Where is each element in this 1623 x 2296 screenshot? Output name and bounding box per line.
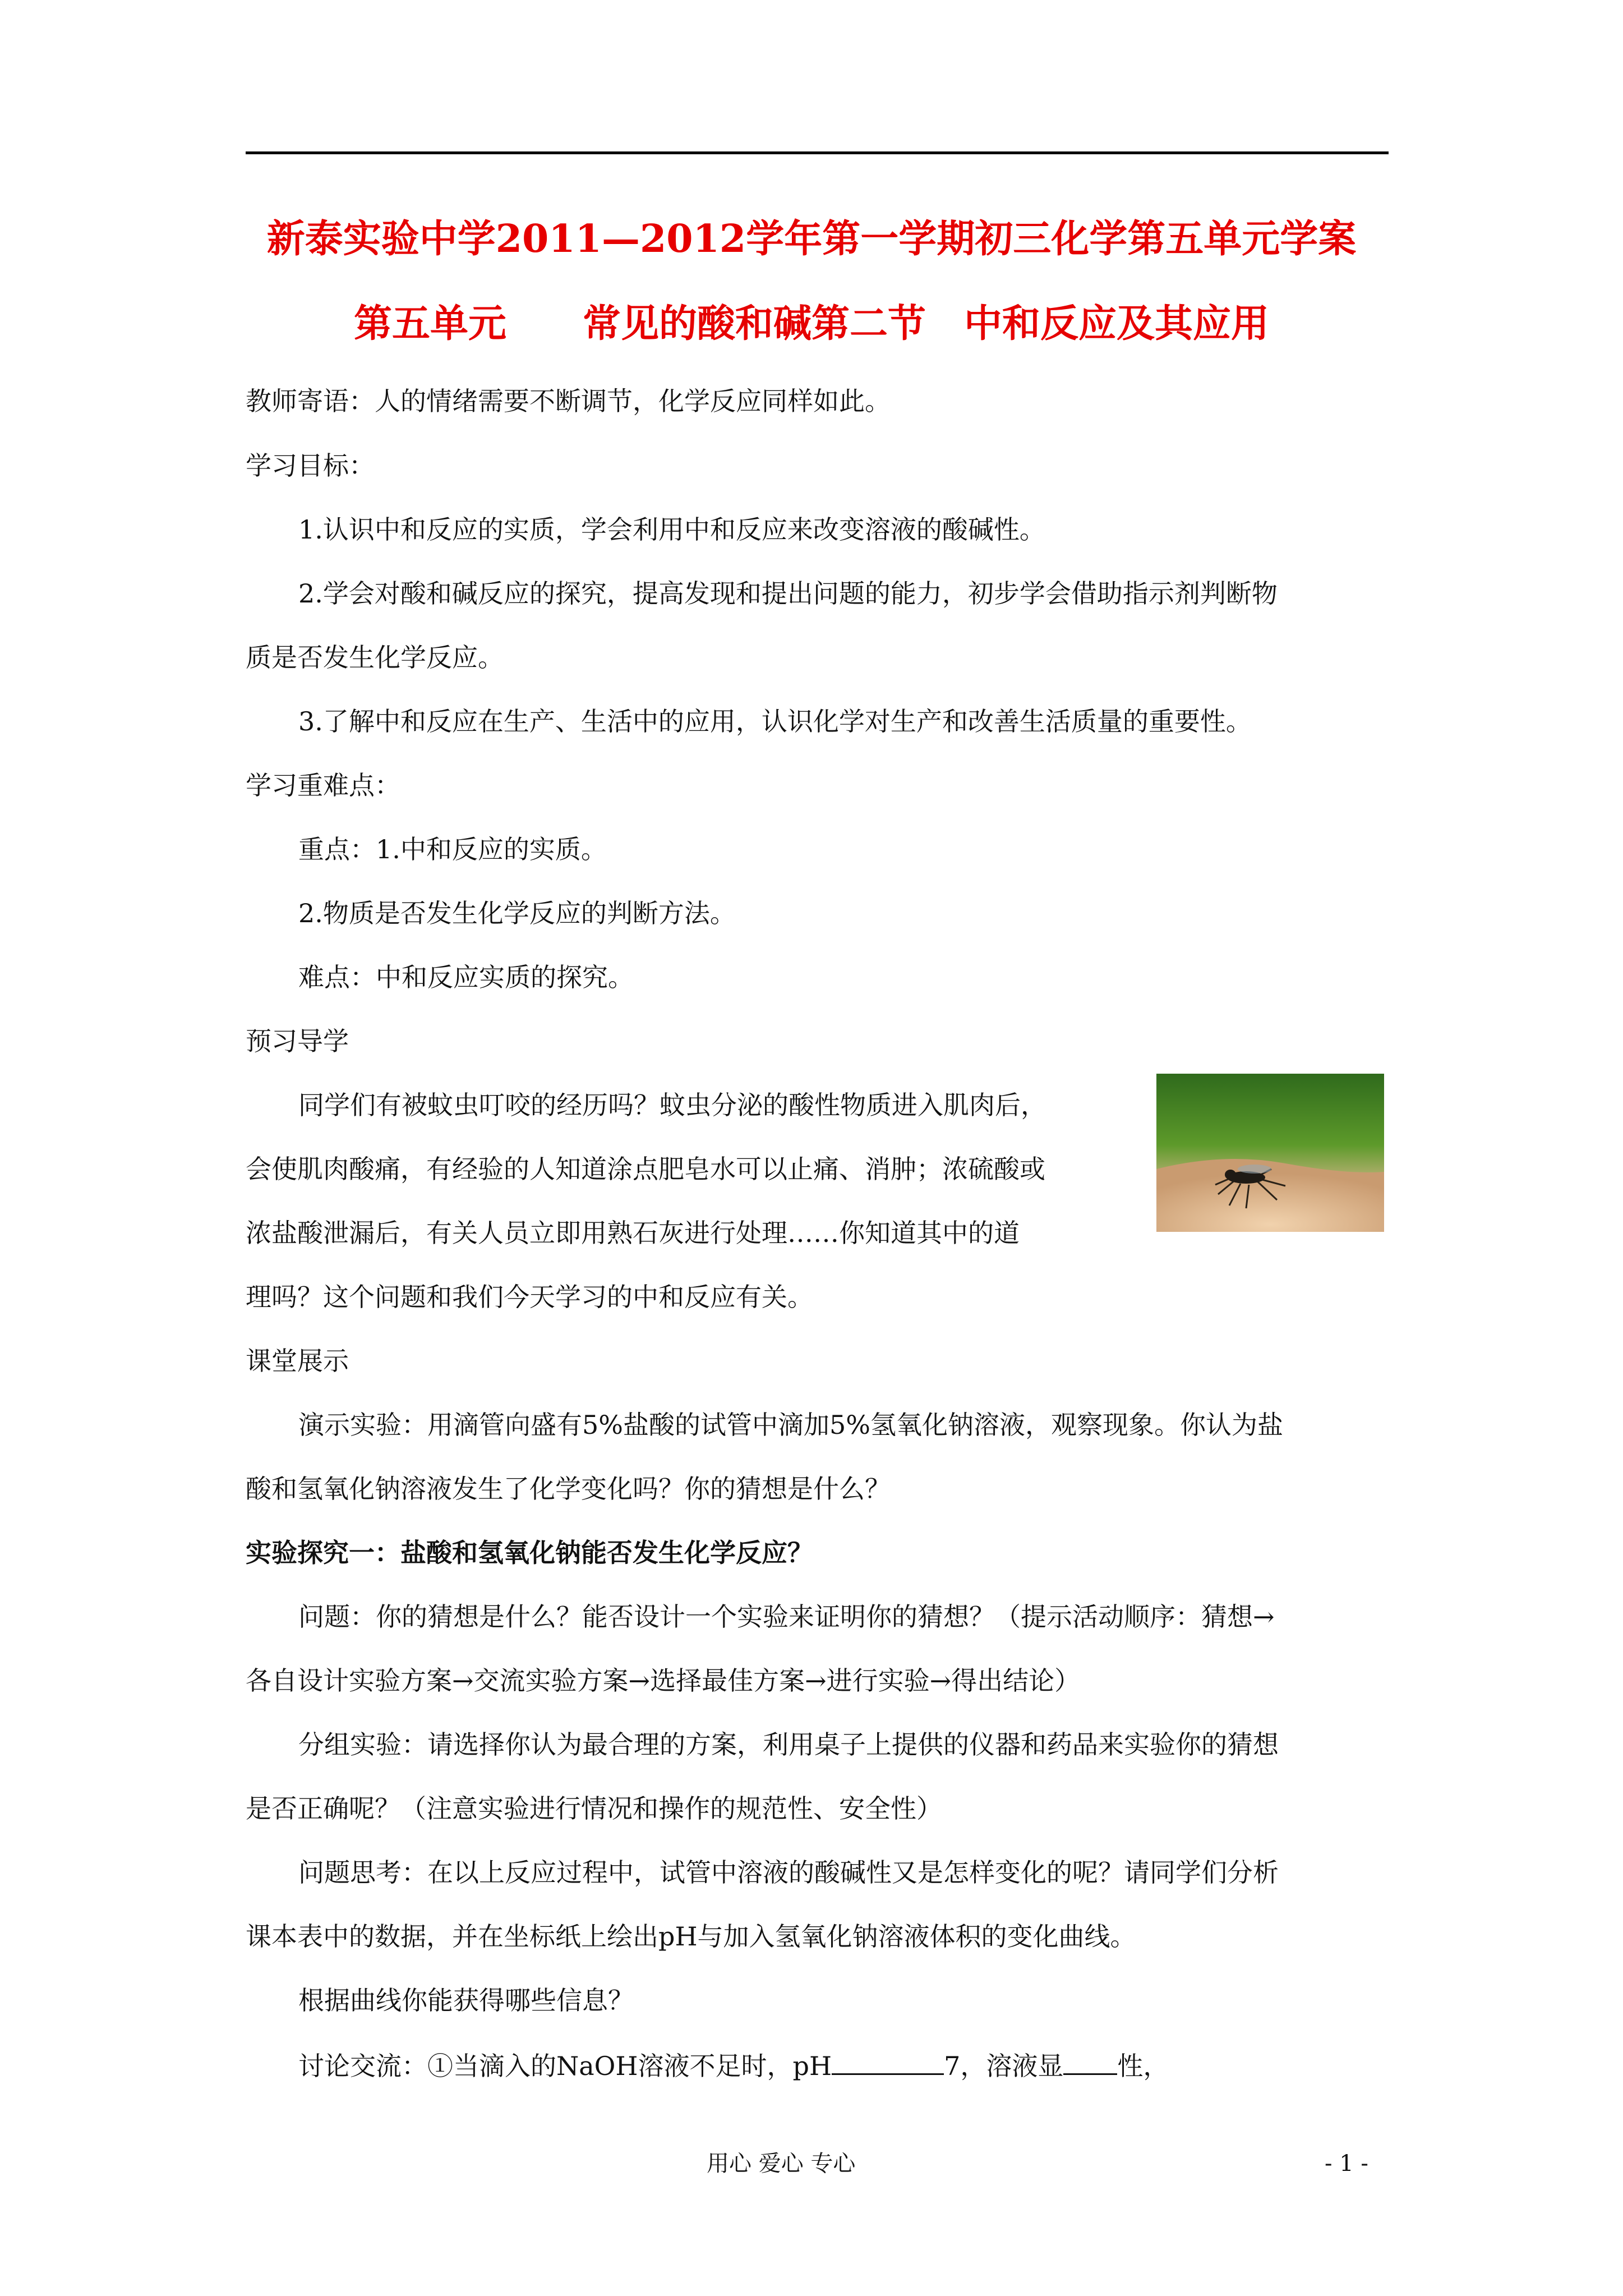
answer-blank-ph[interactable] <box>832 2047 944 2075</box>
key-points-heading: 学习重难点： <box>246 770 400 800</box>
demo-line-1: 演示实验：用滴管向盛有5%盐酸的试管中滴加5%氢氧化钠溶液，观察现象。你认为盐 <box>298 1410 1283 1440</box>
header-rule <box>246 151 1389 154</box>
question-line-2: 各自设计实验方案→交流实验方案→选择最佳方案→进行实验→得出结论） <box>246 1665 1081 1696</box>
page-number: - 1 - <box>1325 2151 1368 2177</box>
preview-line-3: 浓盐酸泄漏后，有关人员立即用熟石灰进行处理……你知道其中的道 <box>246 1218 1020 1248</box>
difficulty: 难点：中和反应实质的探究。 <box>298 962 634 992</box>
preview-line-1: 同学们有被蚊虫叮咬的经历吗？蚊虫分泌的酸性物质进入肌肉后， <box>298 1090 1046 1120</box>
group-line-1: 分组实验：请选择你认为最合理的方案，利用桌子上提供的仪器和药品来实验你的猜想 <box>298 1729 1279 1760</box>
objective-2-line-2: 质是否发生化学反应。 <box>246 642 504 673</box>
preview-heading: 预习导学 <box>246 1026 349 1056</box>
discussion-text-a: 讨论交流：①当滴入的NaOH溶液不足时，pH <box>298 2051 832 2081</box>
answer-blank-property[interactable] <box>1063 2047 1117 2075</box>
document-title: 新泰实验中学2011—2012学年第一学期初三化学第五单元学案 <box>266 217 1357 261</box>
objective-3: 3.了解中和反应在生产、生活中的应用，认识化学对生产和改善生活质量的重要性。 <box>298 706 1252 737</box>
discussion-text-b: 7，溶液显 <box>944 2051 1064 2081</box>
thinking-line-2: 课本表中的数据，并在坐标纸上绘出pH与加入氢氧化钠溶液体积的变化曲线。 <box>246 1921 1136 1952</box>
thinking-line-1: 问题思考：在以上反应过程中，试管中溶液的酸碱性又是怎样变化的呢？请同学们分析 <box>298 1857 1279 1888</box>
discussion-text-c: 性， <box>1117 2051 1169 2081</box>
objective-2-line-1: 2.学会对酸和碱反应的探究，提高发现和提出问题的能力，初步学会借助指示剂判断物 <box>298 578 1278 609</box>
mosquito-photo <box>1156 1074 1384 1232</box>
discussion-line <box>298 2047 1169 2083</box>
teacher-note: 教师寄语：人的情绪需要不断调节，化学反应同样如此。 <box>246 386 891 416</box>
key-point-2: 2.物质是否发生化学反应的判断方法。 <box>298 898 736 928</box>
key-point-1: 重点：1.中和反应的实质。 <box>298 834 607 864</box>
experiment-1-heading: 实验探究一：盐酸和氢氧化钠能否发生化学反应？ <box>246 1538 813 1568</box>
preview-line-4: 理吗？这个问题和我们今天学习的中和反应有关。 <box>246 1282 813 1312</box>
objectives-heading: 学习目标： <box>246 450 375 481</box>
preview-line-2: 会使肌肉酸痛，有经验的人知道涂点肥皂水可以止痛、消肿；浓硫酸或 <box>246 1154 1045 1184</box>
question-line-1: 问题：你的猜想是什么？能否设计一个实验来证明你的猜想？（提示活动顺序：猜想→ <box>298 1602 1275 1632</box>
curve-question: 根据曲线你能获得哪些信息？ <box>298 1985 634 2016</box>
classroom-heading: 课堂展示 <box>246 1346 349 1376</box>
footer-motto: 用心 爱心 专心 <box>707 2151 856 2177</box>
demo-line-2: 酸和氢氧化钠溶液发生了化学变化吗？你的猜想是什么？ <box>246 1474 891 1504</box>
objective-1: 1.认识中和反应的实质，学会利用中和反应来改变溶液的酸碱性。 <box>298 514 1045 545</box>
group-line-2: 是否正确呢？（注意实验进行情况和操作的规范性、安全性） <box>246 1793 942 1824</box>
document-subtitle: 第五单元 常见的酸和碱第二节 中和反应及其应用 <box>353 301 1269 346</box>
